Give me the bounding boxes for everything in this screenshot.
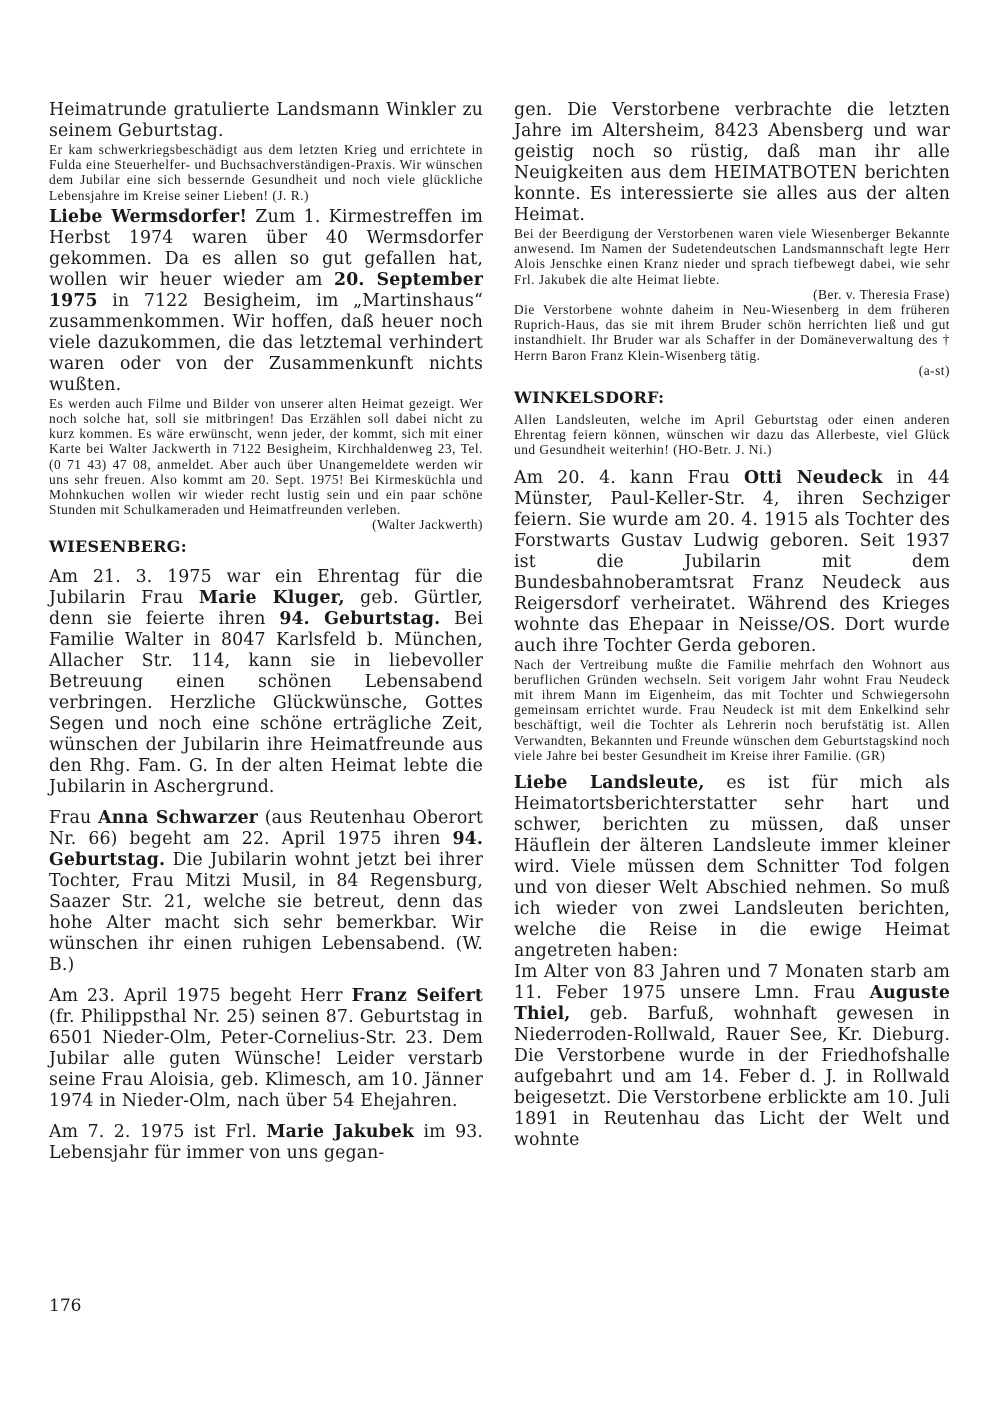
- kluger-birthday-article: Am 21. 3. 1975 war ein Ehrentag für die Jubilarin Frau Marie Kluger, geb. Gürtler, denn sie feierte ihren 94. Geburtstag. Bei Familie Walter in 8047 Karlsfeld b. München, Allacher Str. 114, kann sie in liebevoller Betreuung einen schönen Lebensabend verbringen. Herzliche Glückwünsche, Gottes Segen und noch eine schöne erträgliche Zeit, wünschen der Jubilarin ihre Heimatfreunde aus den Rhg. Fam. G. In der alten Heimat lebte die Jubilarin in Aschergrund.: [49, 566, 483, 797]
- author-signature: (Walter Jackwerth): [372, 517, 483, 533]
- jakubek-obituary-continued: gen. Die Verstorbene verbrachte die letzten Jahre im Altersheim, 8423 Abensberg und war geistig noch so rüstig, daß man ihr alle Neuigkeiten aus dem HEIMATBOTEN berichten konnte. Es interessierte sie alles aus der alten Heimat.: [514, 100, 950, 225]
- note-signature: (a-st): [918, 362, 950, 378]
- winkelsdorf-greetings: Allen Landsleuten, welche im April Geburtstag oder einen anderen Ehrentag feiern können, wünschen wir dazu das Allerbeste, viel Glück und Gesundheit weiterhin! (HO-Betr. J. Ni.): [514, 412, 950, 458]
- section-heading-winkelsdorf: WINKELSDORF:: [514, 388, 665, 408]
- section-heading-wiesenberg: WIESENBERG:: [49, 536, 187, 556]
- left-column: [49, 100, 483, 1164]
- event-date: 20. September 1975: [49, 269, 483, 311]
- landsleute-obituary-intro: Liebe Landsleute, es ist für mich als Heimatortsberichterstatter sehr hart und schwer, berichten zu müssen, daß unser Häuflein der älteren Landsleute immer kleiner wird. Viele müssen dem Schnitter Tod folgen und von dieser Welt Abschied nehmen. So muß ich wieder von zwei Landsleuten berichten, welche die Reise in die ewige Heimat angetreten haben:: [514, 773, 950, 962]
- neudeck-birthday-article: Am 20. 4. kann Frau Otti Neudeck in 44 Münster, Paul-Keller-Str. 4, ihren Sechziger feiern. Sie wurde am 20. 4. 1915 als Tochter des Forstwarts Gustav Ludwig geboren. Seit 1937 ist die Jubilarin mit dem Bundesbahnoberamtsrat Franz Neudeck aus Reigersdorf verheiratet. Während des Krieges wohnte das Ehepaar in Neisse/OS. Dort wurde auch ihre Tochter Gerda geboren.: [514, 467, 950, 656]
- wermsdorf-kirmes-announcement: Liebe Wermsdorfer! Zum 1. Kirmestreffen im Herbst 1974 waren über 40 Wermsdorfer gekommen. Da es allen so gut gefallen hat, wollen wir heuer wieder am 20. September 1975 in 7122 Besigheim, im „Martinshaus“ zusammenkommen. Wir hoffen, daß heuer noch viele dazukommen, die das letztemal verhindert waren oder von der Zusammenkunft nichts wußten.: [49, 206, 483, 395]
- jakubek-funeral-report: Bei der Beerdigung der Verstorbenen waren viele Wiesenberger Bekannte anwesend. Im Namen der Sudetendeutschen Landsmannschaft legte Herr Alois Jenschke einen Kranz nieder und sprach tiefbewegt dabei, wie sehr Frl. Jakubek die alte Heimat liebte.: [514, 226, 950, 287]
- wermsdorf-kirmes-details: Es werden auch Filme und Bilder von unserer alten Heimat gezeigt. Wer noch solche hat, soll sie mitbringen! Das Erzählen soll dabei nicht zu kurz kommen. Es wäre erwünscht, wenn jeder, der kommt, sich mit einer Karte bei Walter Jackwerth in 7122 Besigheim, Kirchhaldenweg 23, Tel. (0 71 43) 47 08, anmeldet. Aber auch über Unangemeldete werden wir uns sehr freuen. Also kommt am 20. Sept. 1975! Bei Kirmesküchla und Mohnkuchen wollen wir wieder recht lustig sein und ein paar schöne Stunden mit Schulkameraden und Heimatfreunden verleben.: [49, 395, 483, 518]
- report-signature: (Ber. v. Theresia Frase): [813, 286, 950, 302]
- seifert-birthday-article: Am 23. April 1975 begeht Herr Franz Seifert (fr. Philippsthal Nr. 25) seinen 87. Geburtstag in 6501 Nieder-Olm, Peter-Cornelius-Str. 23. Dem Jubilar alle guten Wünsche! Leider verstarb seine Frau Aloisia, geb. Klimesch, am 10. Jänner 1974 in Nieder-Olm, nach über 54 Ehejahren.: [49, 985, 483, 1111]
- right-column: [514, 100, 950, 1151]
- neudeck-family-details: Nach der Vertreibung mußte die Familie mehrfach den Wohnort aus beruflichen Gründen wechseln. Seit vorigem Jahr wohnt Frau Neudeck mit ihrem Mann im Eigenheim, das mit Tochter und Schwiegersohn gemeinsam errichtet wurde. Frau Neudeck ist mit dem Enkelkind sehr beschäftigt, weil die Tochter als Lehrerin noch berufstätig ist. Allen Verwandten, Bekannten und Freunde wünschen dem Geburtstagskind noch viele Jahre bei bester Gesundheit im Kreise ihrer Familie. (GR): [514, 656, 950, 763]
- jakubek-obituary-start: Am 7. 2. 1975 ist Frl. Marie Jakubek im 93. Lebensjahr für immer von uns gegan-: [49, 1121, 484, 1163]
- thiel-obituary: Im Alter von 83 Jahren und 7 Monaten starb am 11. Feber 1975 unsere Lmn. Frau Auguste Thiel, geb. Barfuß, wohnhaft gewesen in Niederroden-Rollwald, Rauer See, Kr. Dieburg. Die Verstorbene wurde in der Friedhofshalle aufgebahrt und am 14. Feber d. J. in Rollwald beigesetzt. Die Verstorbene erblickte am 10. Juli 1891 in Reutenhau das Licht der Welt und wohnte: [514, 962, 950, 1151]
- jakubek-home-note: Die Verstorbene wohnte daheim in Neu-Wiesenberg in dem früheren Ruprich-Haus, das sie mit ihrem Bruder schön herrichten ließ und gut instandhielt. Ihr Bruder war als Schaffer in der Domäneverwaltung des † Herrn Baron Franz Klein-Wisenberg tätig.: [514, 302, 950, 363]
- salutation: Liebe Wermsdorfer!: [49, 206, 248, 227]
- winkler-birthday-details: Er kam schwerkriegsbeschädigt aus dem letzten Krieg und errichtete in Fulda eine Steuerhelfer- und Buchsachverständigen-Praxis. Wir wünschen dem Jubilar eine sich bessernde Gesundheit und noch viele glückliche Lebensjahre im Kreise seiner Lieben! (J. R.): [49, 142, 483, 203]
- schwarzer-birthday-article: Frau Anna Schwarzer (aus Reutenhau Oberort Nr. 66) begeht am 22. April 1975 ihren 94. Geburtstag. Die Jubilarin wohnt jetzt bei ihrer Tochter, Frau Mitzi Musil, in 84 Regensburg, Saazer Str. 21, welche sie betreut, denn das hohe Alter macht sich sehr bemerkbar. Wir wünschen ihr einen ruhigen Lebensabend. (W. B.): [49, 807, 483, 975]
- winkler-birthday-intro: Heimatrunde gratulierte Landsmann Winkler zu seinem Geburtstag.: [49, 100, 483, 141]
- page-number: 176: [49, 1296, 82, 1316]
